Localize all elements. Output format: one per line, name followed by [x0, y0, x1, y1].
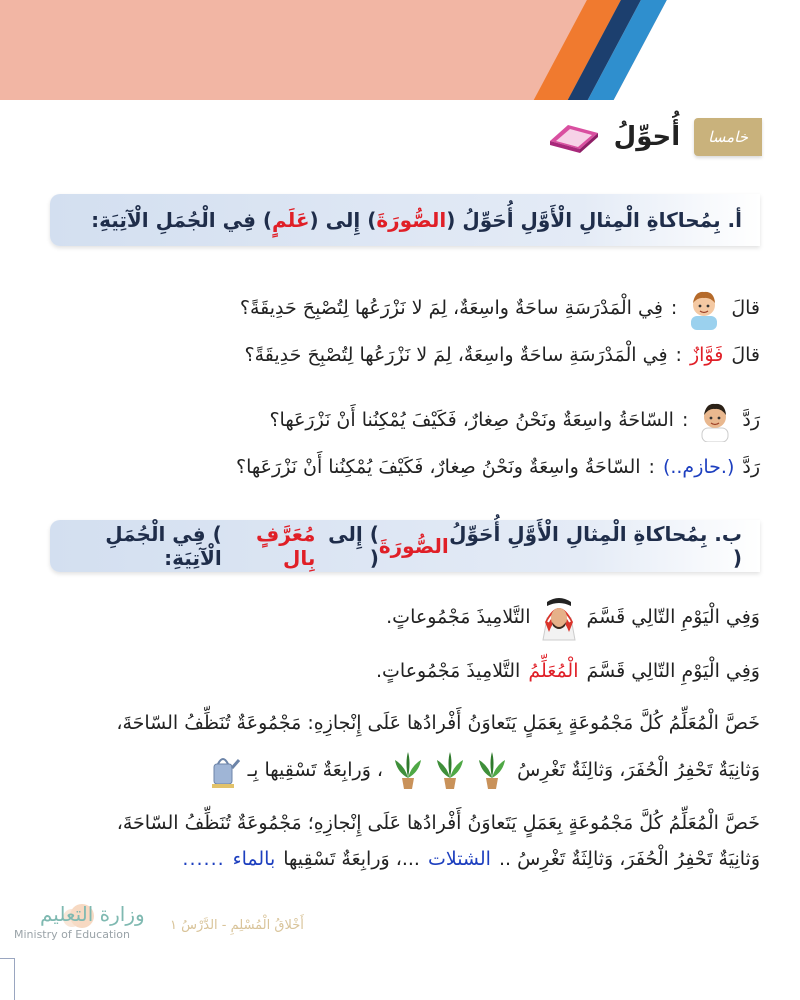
crop-mark: [0, 958, 14, 959]
paragraph-text: وَثانِيَةٌ تَحْفِرُ الْحُفَرَ، وَثالِثَةٌ تَغْرِسُ ..: [498, 848, 760, 870]
dialogue-text: فِي الْمَدْرَسَةِ ساحَةٌ واسِعَةٌ، لِمَ لا نَزْرَعُها لِتُصْبِحَ حَدِيقَةً؟: [244, 344, 668, 366]
boy-avatar-icon: [685, 286, 723, 330]
speaker-verb: رَدَّ: [742, 456, 760, 478]
dialogue-line: [236, 456, 760, 478]
dialogue-line: [245, 344, 760, 366]
dialogue-line: [240, 286, 760, 330]
paragraph-line: [206, 750, 760, 790]
answer-word: بالماء: [232, 848, 276, 870]
paragraph-line: [117, 812, 760, 834]
speaker-verb: قالَ: [731, 344, 760, 366]
sentence-text: التَّلامِيذَ مَجْمُوعاتٍ.: [386, 606, 531, 628]
answer-word: الشتلات: [427, 848, 491, 870]
instruction-text: ) إِلى (: [328, 522, 379, 570]
answer-word: الْمُعَلِّمُ: [528, 660, 579, 682]
paragraph-line: [182, 848, 760, 870]
highlight-term: الصُّورَةَ: [376, 208, 447, 232]
instruction-bar-b: [50, 520, 760, 572]
top-decorative-band: [0, 0, 800, 100]
instruction-text: أ. بِمُحاكاةِ الْمِثالِ الْأَوَّلِ أُحَوِّلُ (: [446, 208, 742, 232]
instruction-text: ب. بِمُحاكاةِ الْمِثالِ الْأَوَّلِ أُحَوِّلُ (: [449, 522, 742, 570]
dialogue-text: فِي الْمَدْرَسَةِ ساحَةٌ واسِعَةٌ، لِمَ لا نَزْرَعُها لِتُصْبِحَ حَدِيقَةً؟: [239, 297, 663, 319]
colon: :: [670, 297, 678, 319]
watering-can-icon: [206, 750, 240, 790]
colon: :: [648, 456, 655, 478]
highlight-term: مُعَرَّفٍ بِال: [256, 522, 316, 570]
sentence-line: [376, 660, 760, 682]
instruction-text: ) إِلى (: [309, 208, 377, 232]
dialogue-text: السّاحَةُ واسِعَةٌ ونَحْنُ صِغارٌ، فَكَيْفَ يُمْكِنُنا أَنْ نَزْرَعَها؟: [269, 409, 674, 431]
paragraph-text: ...، وَرابِعَةٌ تَسْقِيها: [283, 848, 420, 870]
sentence-line: [386, 592, 760, 642]
sentence-text: وَفِي الْيَوْمِ التّالِي قَسَّمَ: [586, 660, 760, 682]
paragraph-line: [116, 712, 760, 734]
dialogue-line: [269, 398, 760, 442]
colon: :: [675, 344, 682, 366]
ministry-name-en: Ministry of Education: [14, 928, 131, 941]
paragraph-text: وَثانِيَةٌ تَحْفِرُ الْحُفَرَ، وَثالِثَةٌ تَغْرِسُ: [517, 759, 760, 781]
paragraph-text: ، وَرابِعَةٌ تَسْقِيها بِـ: [247, 759, 384, 781]
speaker-verb: قالَ: [731, 297, 760, 319]
plant-icon: [475, 750, 509, 790]
dialogue-text: السّاحَةُ واسِعَةٌ ونَحْنُ صِغارٌ، فَكَيْفَ يُمْكِنُنا أَنْ نَزْرَعَها؟: [236, 456, 641, 478]
crop-mark: [14, 958, 15, 1000]
section-header: [548, 112, 762, 162]
boy-avatar-icon: [696, 398, 734, 442]
speaker-verb: رَدَّ: [742, 409, 760, 431]
instruction-bar-a: [50, 194, 760, 246]
highlight-term: الصُّورَةَ: [378, 534, 449, 558]
highlight-term: عَلَمٍ: [272, 208, 310, 232]
colon: :: [681, 409, 689, 431]
instruction-text: ) فِي الْجُمَلِ الْآتِيَةِ:: [105, 522, 222, 570]
plant-icon: [391, 750, 425, 790]
page-footer-caption: أَخْلاقُ الْمُسْلِمِ - الدَّرْسُ ١: [170, 918, 304, 933]
answer-dots: ......: [182, 848, 225, 870]
paragraph-text: خَصَّ الْمُعَلِّمُ كُلَّ مَجْمُوعَةٍ بِعَمَلٍ يَتَعاوَنُ أَفْرادُها عَلَى إِنْجازِهِ؛ مَجْمُوعَةٌ تُنَظِّفُ السّاحَةَ،: [116, 812, 760, 834]
section-title: أُحوِّلُ: [613, 122, 681, 152]
sentence-text: التَّلامِيذَ مَجْمُوعاتٍ.: [375, 660, 521, 682]
instruction-text: ) فِي الْجُمَلِ الْآتِيَةِ:: [91, 208, 273, 232]
section-badge: خامسا: [694, 118, 762, 156]
teacher-avatar-icon: [539, 592, 579, 642]
book-icon: [548, 119, 600, 155]
plant-icon: [433, 750, 467, 790]
speaker-name: فَوَّازٌ: [689, 344, 724, 366]
ministry-name-ar: وزارة التعليم: [40, 902, 145, 926]
sentence-text: وَفِي الْيَوْمِ التّالِي قَسَّمَ: [586, 606, 760, 628]
paragraph-text: خَصَّ الْمُعَلِّمُ كُلَّ مَجْمُوعَةٍ بِعَمَلٍ يَتَعاوَنُ أَفْرادُها عَلَى إِنْجازِهِ: مَجْمُوعَةٌ تُنَظِّفُ السّاحَةَ،: [116, 712, 760, 734]
speaker-name: (.حازم..): [662, 456, 735, 478]
